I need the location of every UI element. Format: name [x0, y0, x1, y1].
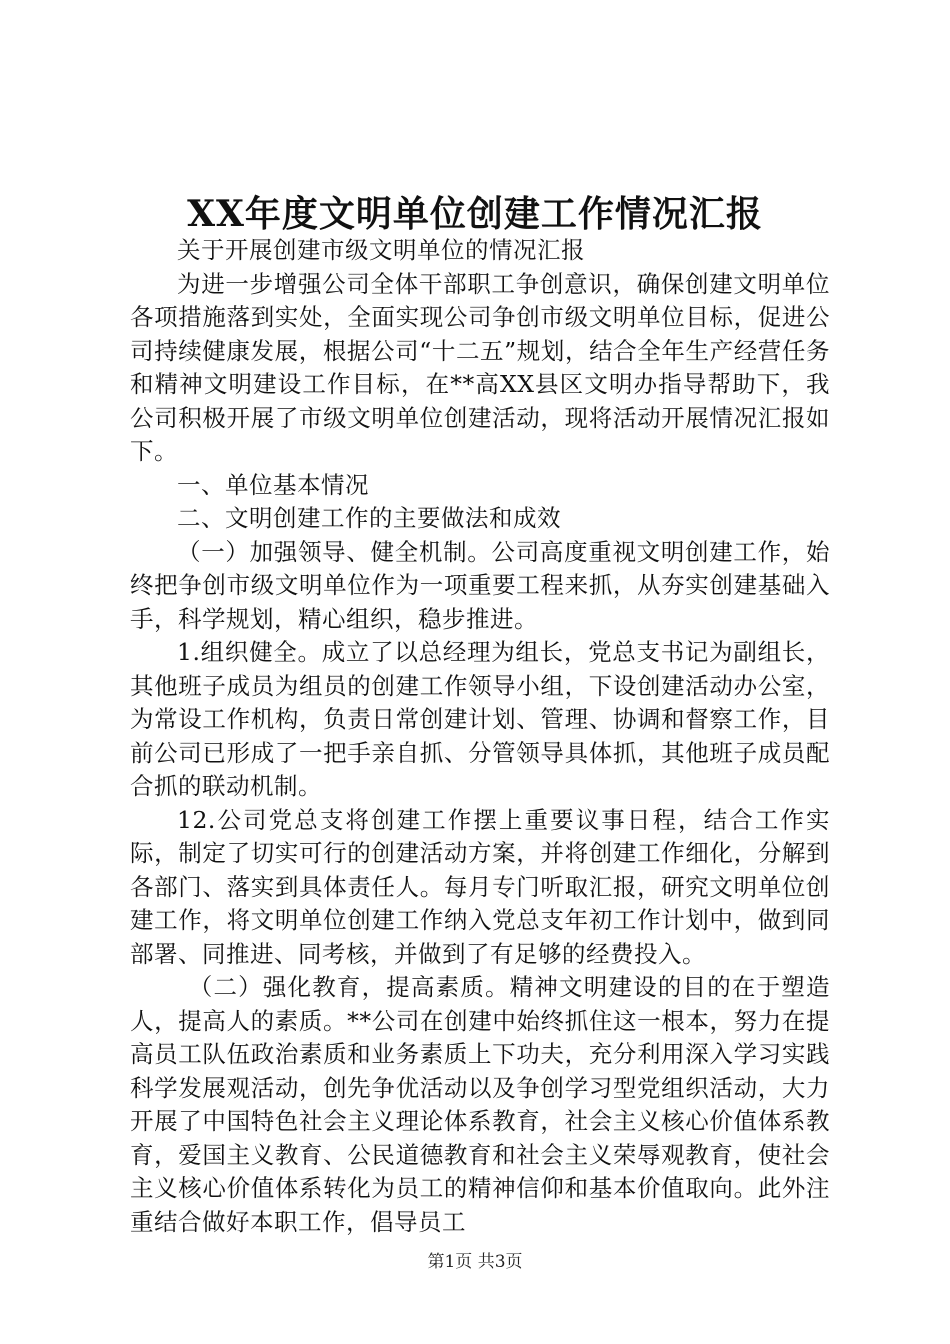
paragraph-subtitle: 关于开展创建市级文明单位的情况汇报	[177, 236, 585, 264]
section-heading-1: 一、单位基本情况	[177, 470, 369, 499]
section-heading-2: 二、文明创建工作的主要做法和成效	[177, 504, 561, 532]
document-body	[130, 234, 830, 1239]
page-footer: 第1页 共3页	[427, 1252, 523, 1272]
paragraph-intro: 为进一步增强公司全体干部职工争创意识，确保创建文明单位各项措施落到实处，全面实现公司争创市级文明单位目标，促进公司持续健康发展，根据公司“十二五”规划，结合全年生产经营任务和精神文明建设工作目标，在**高XX县区文明办指导帮助下，我公司积极开展了市级文明单位创建活动，现将活动开展情况汇报如下。	[130, 269, 830, 465]
document-title: XX年度文明单位创建工作情况汇报	[187, 193, 763, 235]
paragraph-organization: 1.组织健全。成立了以总经理为组长，党总支书记为副组长，其他班子成员为组员的创建工作领导小组，下设创建活动办公室，为常设工作机构，负责日常创建计划、管理、协调和督察工作，目前公司已形成了一把手亲自抓、分管领导具体抓，其他班子成员配合抓的联动机制。	[130, 638, 830, 800]
paragraph-party-branch: 12.公司党总支将创建工作摆上重要议事日程，结合工作实际，制定了切实可行的创建活动方案，并将创建工作细化，分解到各部门、落实到具体责任人。每月专门听取汇报，研究文明单位创建工作，将文明单位创建工作纳入党总支年初工作计划中，做到同部署、同推进、同考核，并做到了有足够的经费投入。	[130, 805, 830, 968]
paragraph-education: （二）强化教育，提高素质。精神文明建设的目的在于塑造人，提高人的素质。**公司在创建中始终抓住这一根本，努力在提高员工队伍政治素质和业务素质上下功夫，充分利用深入学习实践科学发展观活动，创先争优活动以及争创学习型党组织活动，大力开展了中国特色社会主义理论体系教育，社会主义核心价值体系教育，爱国主义教育、公民道德教育和社会主义荣辱观教育，使社会主义核心价值体系转化为员工的精神信仰和基本价值取向。此外注重结合做好本职工作，倡导员工	[130, 973, 830, 1236]
paragraph-leadership: （一）加强领导、健全机制。公司高度重视文明创建工作，始终把争创市级文明单位作为一项重要工程来抓，从夯实创建基础入手，科学规划，精心组织，稳步推进。	[130, 537, 830, 633]
